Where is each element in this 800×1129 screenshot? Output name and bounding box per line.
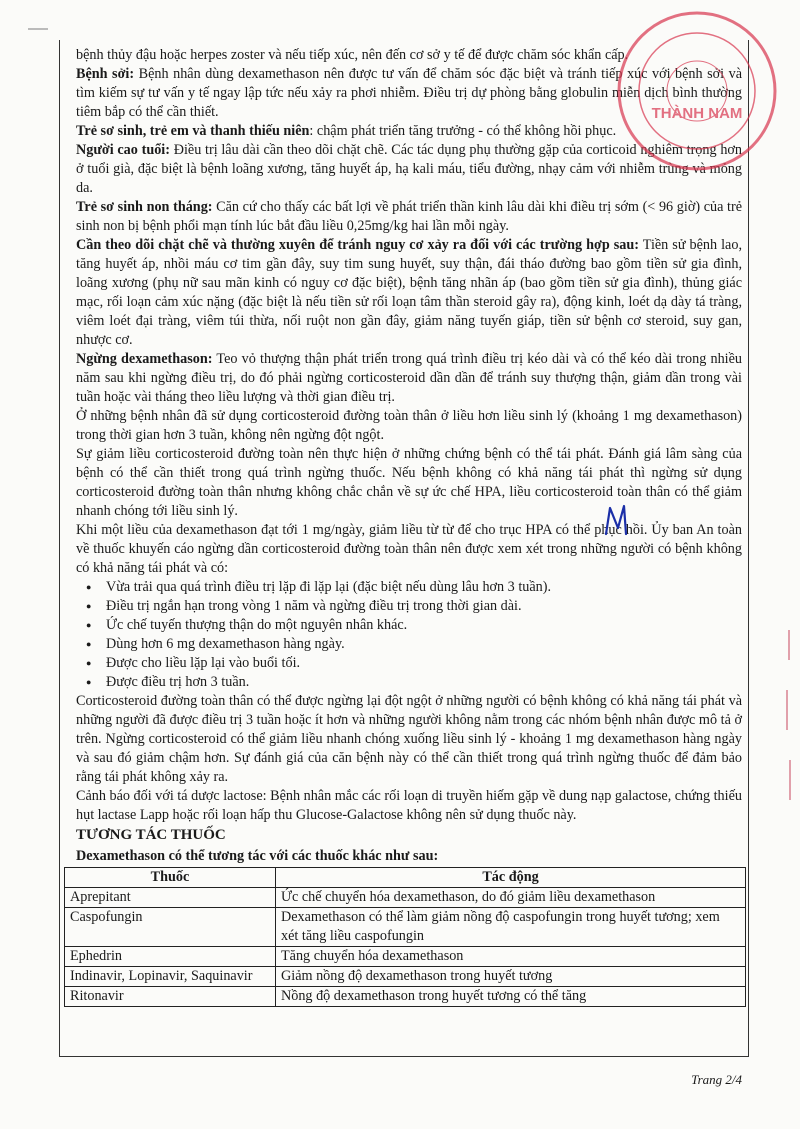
- elderly-text: Điều trị lâu dài cần theo dõi chặt chẽ. Các tác dụng phụ thường gặp của corticoid nghiêm trọng hơn ở tuổi già, đặc biệt là bệnh loãng xương, tăng huyết áp, hạ kali máu, tiểu đường, nhạy cảm với nhiễm trùng và mỏng da.: [76, 142, 743, 196]
- list-item: ● Điều trị ngắn hạn trong vòng 1 năm và ngừng điều trị trong thời gian dài.: [106, 597, 742, 616]
- table-cell: Aprepitant: [65, 888, 276, 908]
- paragraph-3: Khi một liều của dexamethason đạt tới 1 mg/ngày, giảm liều từ từ để cho trục HPA có thể phục hồi. Ủy ban An toàn về thuốc khuyến cáo ngừng dần corticosteroid đường toàn thân nên được xem xét trong những người có bệnh không có khả năng tái phát và có:: [76, 522, 742, 576]
- company-stamp: [612, 6, 782, 176]
- paragraph-4: Corticosteroid đường toàn thân có thể được ngừng lại đột ngột ở những người có bệnh không có khả năng tái phát và những người đã được điều trị 3 tuần hoặc ít hơn và những người không nằm trong các nhóm bệnh nhân được mô tả ở trên. Ngừng corticosteroid có thể giảm liều nhanh chóng xuống liều sinh lý - khoảng 1 mg dexamethason hàng ngày và sau đó giảm chậm hơn. Sự đánh giá của căn bệnh này có thể cần thiết trong quá trình ngừng thuốc để đảm bảo rằng tái phát không xảy ra.: [76, 693, 742, 785]
- table-cell: Caspofungin: [65, 908, 276, 947]
- table-cell: Ephedrin: [65, 947, 276, 967]
- children-title: Trẻ sơ sinh, trẻ em và thanh thiếu niên: [76, 123, 310, 139]
- table-row: [65, 947, 746, 967]
- interaction-table: [64, 867, 746, 1007]
- preterm-para: [76, 198, 742, 236]
- stop-para: [76, 350, 742, 407]
- table-cell: Indinavir, Lopinavir, Saquinavir: [65, 967, 276, 987]
- measles-text: Bệnh nhân dùng dexamethason nên được tư vấn để chăm sóc đặc biệt và tránh tiếp xúc với bệnh sởi và tìm kiếm sự tư vấn y tế ngay lập tức nếu xảy ra phơi nhiễm. Điều trị dự phòng bằng globulin miễn dịch bình thường tiêm bắp có thể cần thiết.: [76, 66, 742, 120]
- table-cell: Giảm nồng độ dexamethason trong huyết tương: [276, 967, 746, 987]
- document-body: [70, 46, 743, 1007]
- edge-marks: [783, 620, 793, 860]
- monitor-para: [76, 236, 742, 350]
- table-row: [65, 888, 746, 908]
- intro-line: bệnh thủy đậu hoặc herpes zoster và nếu tiếp xúc, nên đến cơ sở y tế để được chăm sóc khẩn cấp.: [76, 47, 629, 63]
- list-item: ● Ức chế tuyến thượng thận do một nguyên nhân khác.: [106, 616, 742, 635]
- preterm-text: Căn cứ cho thấy các bất lợi về phát triển thần kinh lâu dài khi điều trị sớm (< 96 giờ) của trẻ sinh non bị bệnh phổi mạn tính lúc bắt đầu liều 0,25mg/kg hai lần mỗi ngày.: [76, 199, 742, 234]
- scan-mark: [28, 28, 48, 30]
- table-row: [65, 987, 746, 1007]
- list-item: ● Được điều trị hơn 3 tuần.: [106, 673, 742, 692]
- paragraph-2: Sự giảm liều corticosteroid đường toàn nên thực hiện ở những chứng bệnh có thể tái phát. Đánh giá lâm sàng của bệnh có thể cần thiết trong quá trình ngừng thuốc. Nếu bệnh không có khả năng tái phát thì ngừng sử dụng corticosteroid đường toàn thân nhưng không chắc chắn về sự ức chế HPA, liều corticosteroid toàn thân có thể giảm nhanh chóng tới liều sinh lý.: [76, 446, 742, 519]
- monitor-title: Cần theo dõi chặt chẽ và thường xuyên để tránh nguy cơ xảy ra đối với các trường hợp sau:: [76, 237, 640, 253]
- criteria-list: [76, 578, 742, 692]
- stop-title: Ngừng dexamethason:: [76, 351, 213, 367]
- paragraph-1: Ở những bệnh nhân đã sử dụng corticosteroid đường toàn thân ở liều hơn liều sinh lý (khoảng 1 mg dexamethason) trong thời gian hơn 3 tuần, không nên ngừng đột ngột.: [76, 408, 742, 443]
- stop-text: Teo vỏ thượng thận phát triển trong quá trình điều trị kéo dài và có thể kéo dài trong nhiều năm sau khi ngừng điều trị, do đó phải ngừng corticosteroid dần dần để tránh suy thượng thận, giảm dần trong vài tuần hoặc vài tháng theo liều lượng và thời gian điều trị.: [76, 351, 742, 405]
- table-cell: Dexamethason có thể làm giảm nồng độ caspofungin trong huyết tương; xem xét tăng liều caspofungin: [276, 908, 746, 947]
- table-caption: Dexamethason có thể tương tác với các thuốc khác như sau:: [76, 848, 439, 864]
- stamp-text: THÀNH NAM: [651, 105, 743, 122]
- monitor-text: Tiền sử bệnh lao, tăng huyết áp, nhồi máu cơ tim gần đây, suy tim sung huyết, suy thận, đái tháo đường bao gồm tiền sử gia đình, loãng xương (phụ nữ sau mãn kinh có nguy cơ đặc biệt), bệnh tăng nhãn áp (bao gồm tiền sử gia đình), thủng giác mạc, rối loạn cảm xúc nặng (đặc biệt là nếu tiền sử rối loạn tâm thần steroid gây ra), động kinh, loét dạ dày tá tràng, viêm loét đại tràng, viêm túi thừa, nối ruột non gần đây, giảm năng tuyến giáp, tiền sử bệnh cơ steroid, suy gan, nhược cơ.: [76, 237, 742, 348]
- section-title: TƯƠNG TÁC THUỐC: [76, 827, 226, 843]
- elderly-title: Người cao tuổi:: [76, 142, 170, 158]
- paragraph-5: Cảnh báo đối với tá dược lactose: Bệnh nhân mắc các rối loạn di truyền hiếm gặp về dung nạp galactose, chứng thiếu hụt lactase Lapp hoặc rối loạn hấp thu Glucose-Galactose không nên sử dụng thuốc này.: [76, 788, 742, 823]
- list-item: ● Vừa trải qua quá trình điều trị lặp đi lặp lại (đặc biệt nếu dùng lâu hơn 3 tuần).: [106, 578, 742, 597]
- measles-title: Bệnh sởi:: [76, 66, 135, 82]
- table-cell: Tăng chuyển hóa dexamethason: [276, 947, 746, 967]
- children-text: : chậm phát triển tăng trưởng - có thể không hồi phục.: [309, 123, 617, 139]
- table-cell: Ritonavir: [65, 987, 276, 1007]
- table-cell: Ức chế chuyển hóa dexamethason, do đó giảm liều dexamethason: [276, 888, 746, 908]
- page-number: Trang 2/4: [691, 1072, 742, 1087]
- table-row: [65, 908, 746, 947]
- table-cell: Nồng độ dexamethason trong huyết tương có thể tăng: [276, 987, 746, 1007]
- table-header-row: [65, 868, 746, 888]
- table-row: [65, 967, 746, 987]
- preterm-title: Trẻ sơ sinh non tháng:: [76, 199, 213, 215]
- handwritten-initials: [600, 500, 640, 540]
- list-item: ● Được cho liều lặp lại vào buổi tối.: [106, 654, 742, 673]
- column-header: Tác động: [276, 868, 746, 888]
- column-header: Thuốc: [65, 868, 276, 888]
- list-item: ● Dùng hơn 6 mg dexamethason hàng ngày.: [106, 635, 742, 654]
